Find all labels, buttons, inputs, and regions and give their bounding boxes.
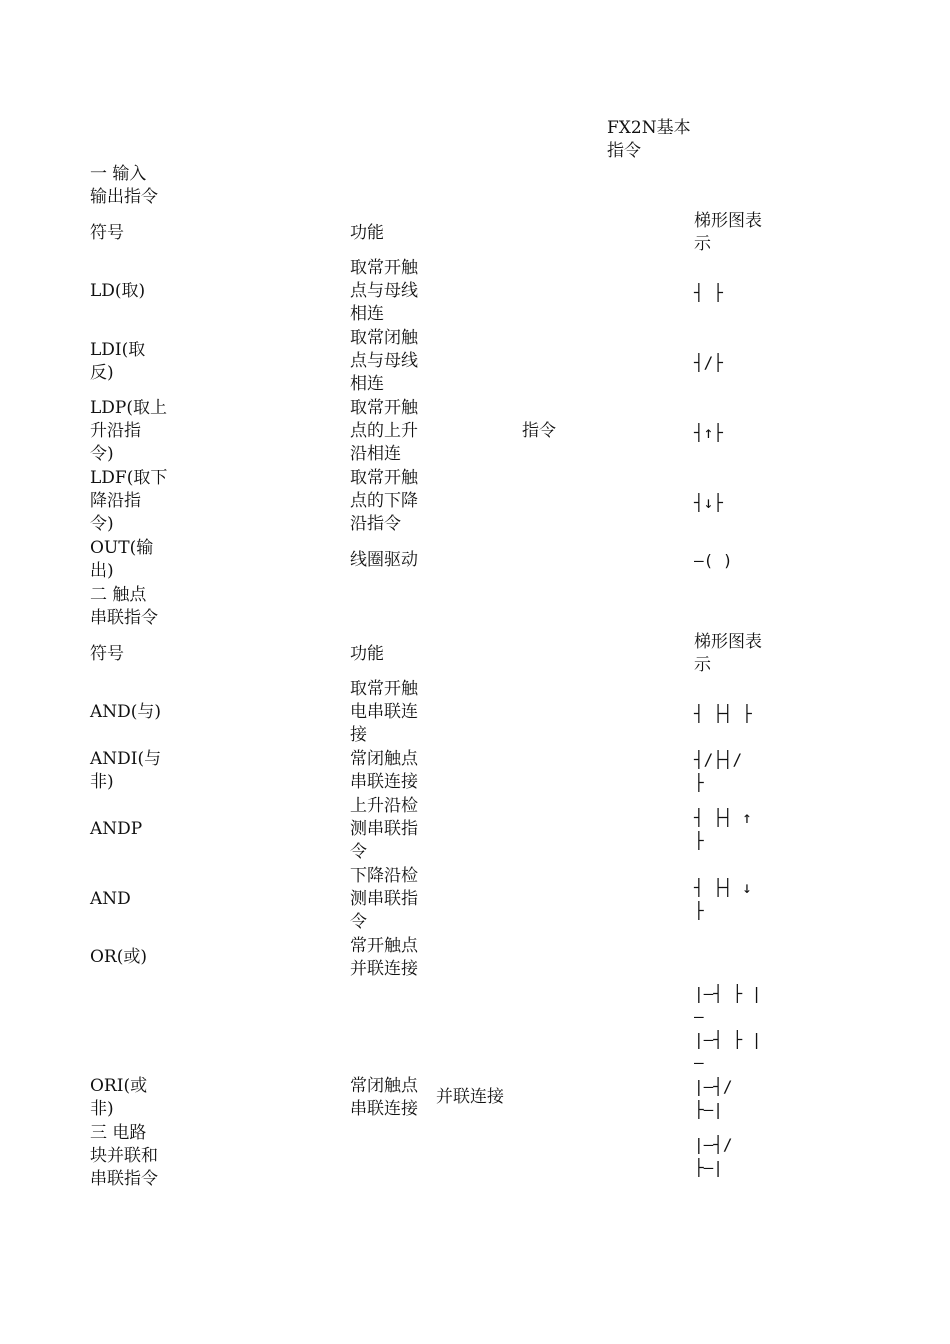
row-ldf-function: 取常开触 点的下降 沿指令 (350, 468, 418, 534)
row-andf-symbol: AND (90, 889, 131, 909)
row-ld-symbol: LD(取) (90, 281, 146, 301)
row-or-function: 常开触点 并联连接 (350, 936, 418, 979)
row-andi-function: 常闭触点 串联连接 (350, 749, 418, 792)
row-or-symbol: OR(或) (90, 947, 148, 967)
row-ldf-symbol: LDF(取下 降沿指 令) (90, 468, 168, 534)
row-ldp-function: 取常开触 点的上升 沿相连 (350, 398, 418, 464)
row-andf-function: 下降沿检 测串联指 令 (350, 866, 418, 932)
row-and-function: 取常开触 电串联连 接 (350, 679, 418, 745)
row-out-ladder: —( ) (694, 551, 733, 570)
row-ldp-ladder: ┤↑├ (694, 423, 723, 442)
row-ori-function: 常闭触点 串联连接 (350, 1076, 418, 1119)
row-ori-ladder: |—┤/ ├—| (694, 1077, 733, 1119)
section1-middle-label: 指令 (522, 421, 556, 441)
row-or-ladder-2: |—┤ ├ | — (694, 1030, 762, 1072)
row-ori-middle: 并联连接 (436, 1087, 504, 1107)
section2-header-symbol: 符号 (90, 644, 124, 664)
section2-heading: 二 触点 串联指令 (90, 585, 158, 628)
page-title: FX2N基本 指令 (607, 118, 691, 161)
row-andp-ladder: ┤ ├┤ ↑ ├ (694, 808, 752, 850)
section1-header-ladder: 梯形图表 示 (694, 211, 762, 254)
row-or-ladder-1: |—┤ ├ | — (694, 984, 762, 1026)
section2-header-function: 功能 (350, 644, 384, 664)
row-andp-function: 上升沿检 测串联指 令 (350, 796, 418, 862)
row-ldi-function: 取常闭触 点与母线 相连 (350, 328, 418, 394)
row-ldf-ladder: ┤↓├ (694, 493, 723, 512)
row-andi-symbol: ANDI(与 非) (90, 749, 162, 792)
section1-heading: 一 输入 输出指令 (90, 164, 158, 207)
row-ori-symbol: ORI(或 非) (90, 1076, 148, 1119)
row-ldp-symbol: LDP(取上 升沿指 令) (90, 398, 167, 464)
section3-heading: 三 电路 块并联和 串联指令 (90, 1123, 158, 1189)
row-ld-ladder: ┤ ├ (694, 283, 723, 302)
row-ori-ladder-2: |—┤/ ├—| (694, 1135, 733, 1177)
row-out-symbol: OUT(输 出) (90, 538, 154, 581)
row-ldi-symbol: LDI(取 反) (90, 340, 146, 383)
section2-header-ladder: 梯形图表 示 (694, 632, 762, 675)
row-andi-ladder: ┤/├┤/ ├ (694, 750, 743, 792)
row-andf-ladder: ┤ ├┤ ↓ ├ (694, 878, 752, 920)
row-ldi-ladder: ┤/├ (694, 353, 723, 372)
row-and-ladder: ┤ ├┤ ├ (694, 704, 752, 723)
row-and-symbol: AND(与) (90, 702, 162, 722)
row-out-function: 线圈驱动 (350, 550, 418, 570)
section1-header-symbol: 符号 (90, 223, 124, 243)
section1-header-function: 功能 (350, 223, 384, 243)
row-andp-symbol: ANDP (90, 819, 143, 839)
row-ld-function: 取常开触 点与母线 相连 (350, 258, 418, 324)
